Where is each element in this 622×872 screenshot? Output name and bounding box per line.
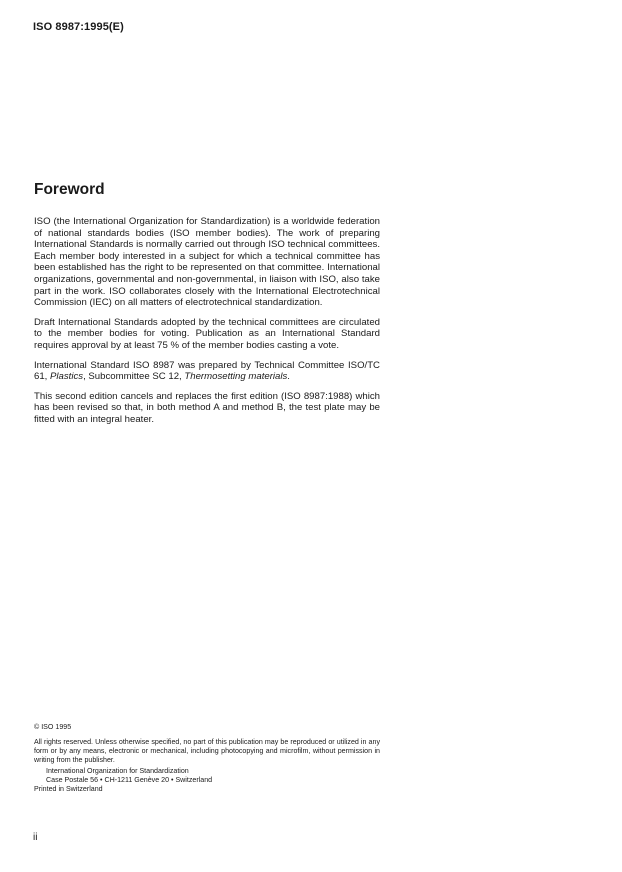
committee-text-mid: , Subcommittee SC 12, <box>83 371 185 383</box>
organization-address: Case Postale 56 • CH-1211 Genève 20 • Switzerland <box>46 775 213 784</box>
paragraph-iso-description: ISO (the International Organization for Standardization) is a worldwide federation of national standards bodies (ISO member bodies). The work of preparing International Standards is normally carried out through ISO technical committees. Each member body interested in a subject for which a technical committee has been established has the right to be represented on that committee. International organizations, governmental and non-governmental, in liaison with ISO, also take part in the work. ISO collaborates closely with the International Electrotechnical Commission (IEC) on all matters of electrotechnical standardization. <box>34 216 380 309</box>
subcommittee-name: Thermosetting materials <box>184 371 288 383</box>
document-id: ISO 8987:1995(E) <box>33 21 124 33</box>
organization-name: International Organization for Standardization <box>46 766 189 775</box>
copyright-block <box>34 723 380 794</box>
rights-notice: All rights reserved. Unless otherwise specified, no part of this publication may be reproduced or utilized in any form or by any means, electronic or mechanical, including photocopying and microfilm, without permission in writing from the publisher. <box>34 737 380 764</box>
committee-name: Plastics <box>50 371 84 383</box>
paragraph-draft-standards: Draft International Standards adopted by the technical committees are circulated to the member bodies for voting. Publication as an International Standard requires approval by at least 75 % of the member bodies casting a vote. <box>34 316 380 351</box>
page-number: ii <box>33 832 38 843</box>
printed-in: Printed in Switzerland <box>34 785 103 794</box>
foreword-body <box>34 216 380 434</box>
committee-text-start: International Standard ISO 8987 was prepared by Technical Committee ISO/TC 61, <box>34 359 380 383</box>
page-title: Foreword <box>34 181 105 198</box>
paragraph-edition: This second edition cancels and replaces the first edition (ISO 8987:1988) which has been revised so that, in both method A and method B, the test plate may be fitted with an integral heater. <box>34 390 380 425</box>
paragraph-committee <box>34 360 380 383</box>
committee-text-end: . <box>287 371 290 383</box>
copyright-line: © ISO 1995 <box>34 723 72 731</box>
